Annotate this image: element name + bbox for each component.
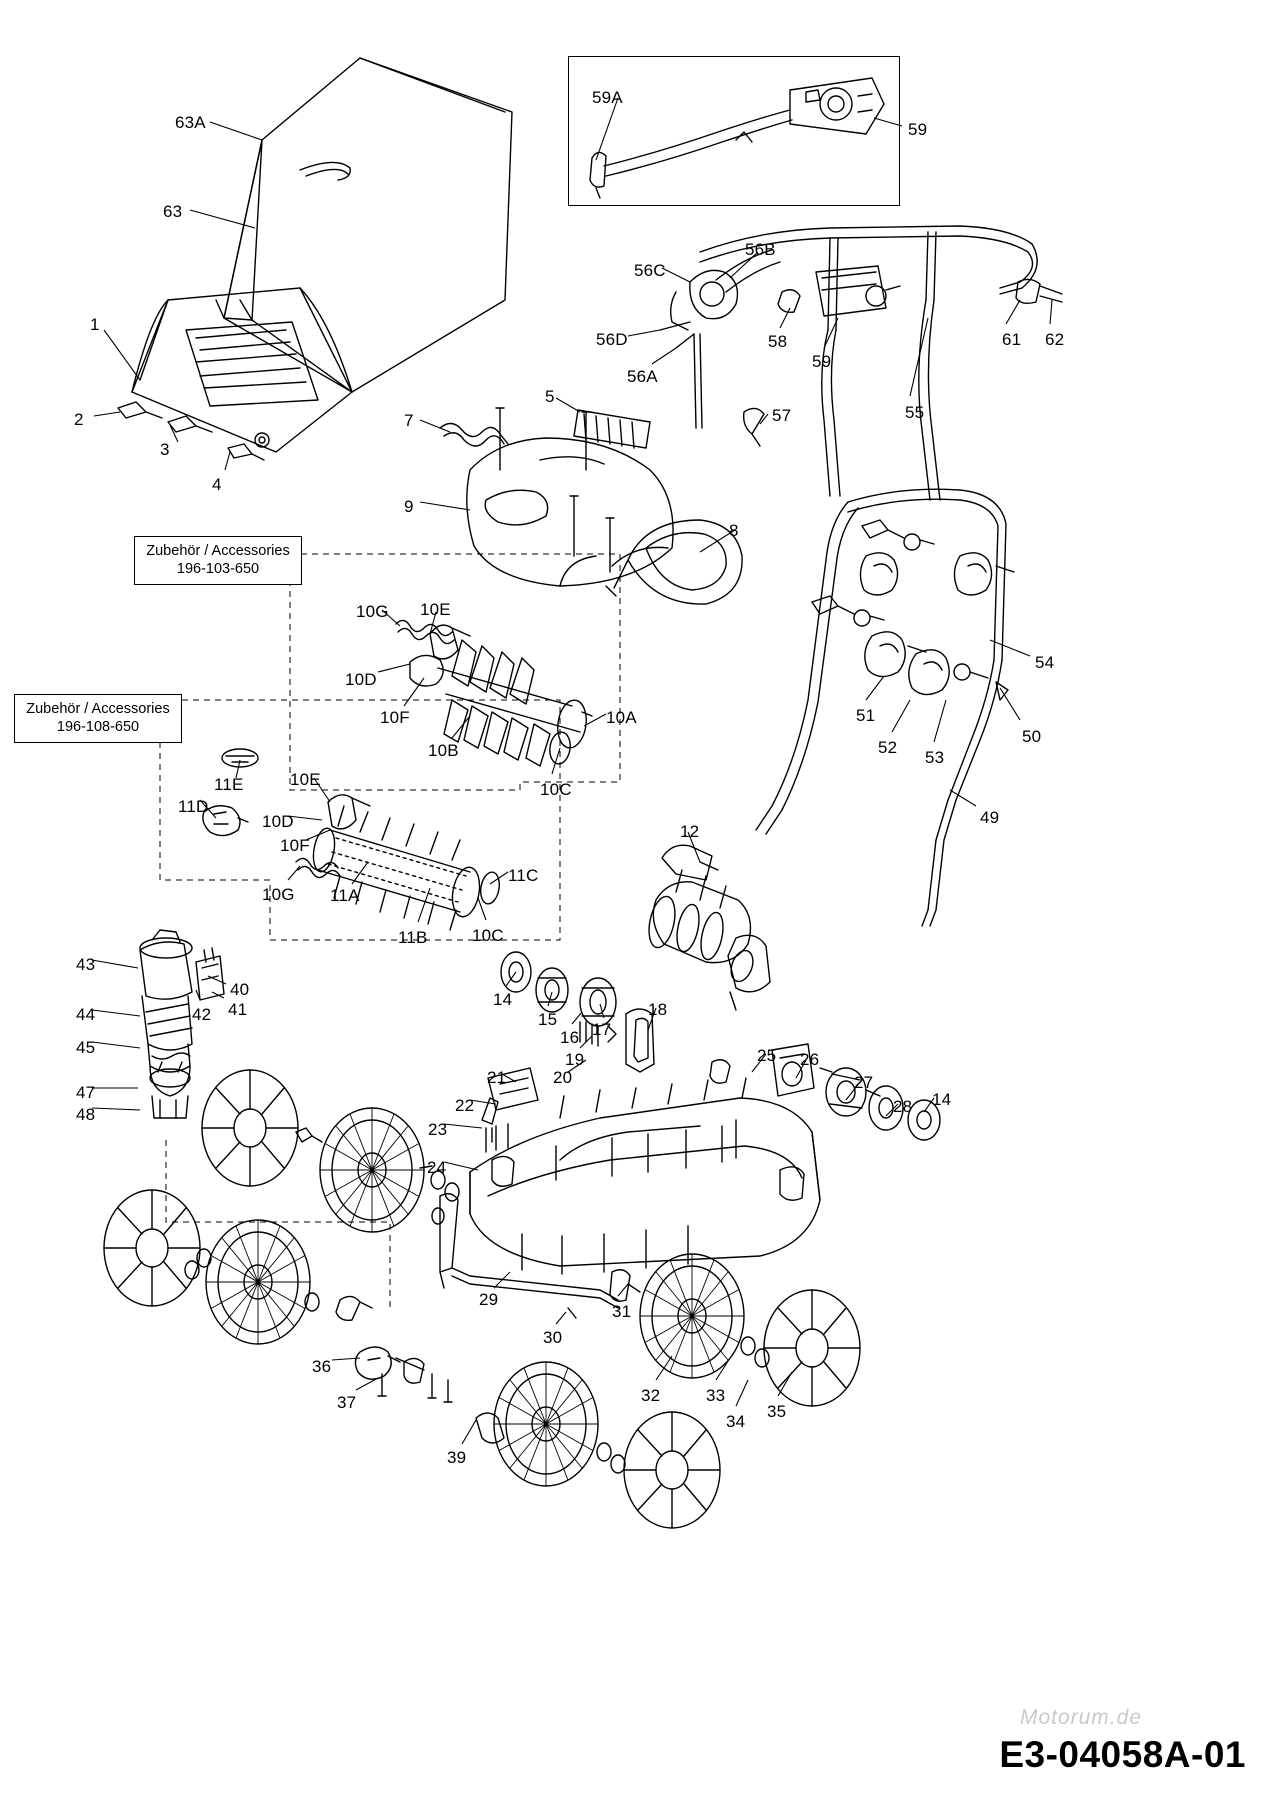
callout-56D: 56D — [596, 330, 628, 349]
callout-21: 21 — [487, 1068, 507, 1087]
drive-gearbox-12 — [645, 845, 770, 1010]
callout-51: 51 — [856, 706, 876, 725]
right-drive-25-28 — [710, 1044, 940, 1140]
leader-line — [556, 1312, 566, 1324]
callout-15: 15 — [538, 1010, 558, 1029]
leader-line — [736, 1380, 748, 1406]
blade-roller-assembly-10 — [396, 620, 592, 766]
leader-line — [824, 318, 838, 348]
accessory-box-line1: Zubehör / Accessories — [26, 701, 170, 717]
callout-57: 57 — [772, 406, 792, 425]
callout-28: 28 — [893, 1097, 913, 1116]
callout-11B: 11B — [398, 928, 428, 947]
callout-39: 39 — [447, 1448, 467, 1467]
callout-45: 45 — [76, 1038, 96, 1057]
callout-11E: 11E — [214, 775, 244, 794]
leader-line — [352, 862, 368, 884]
callout-34: 34 — [726, 1412, 746, 1431]
leader-line — [92, 1108, 140, 1110]
callout-41: 41 — [228, 1000, 248, 1019]
leader-line — [478, 898, 486, 920]
leader-line — [104, 330, 140, 380]
leader-line — [444, 1124, 482, 1128]
callout-18: 18 — [648, 1000, 668, 1019]
leader-line — [548, 992, 552, 1006]
leader-line — [418, 888, 430, 922]
leader-line — [910, 318, 928, 396]
leader-line — [196, 990, 200, 1000]
callout-4: 4 — [212, 475, 222, 494]
leader-line — [662, 268, 690, 282]
callout-11A: 11A — [330, 886, 360, 905]
callout-14b: 14 — [932, 1090, 952, 1109]
accessory-box-line2: 196-108-650 — [56, 719, 140, 736]
leader-line — [618, 1284, 628, 1296]
callout-56B: 56B — [745, 240, 776, 259]
axle-and-height-adjust — [336, 1194, 640, 1443]
bag-top-cover — [132, 288, 352, 452]
callout-22: 22 — [455, 1096, 475, 1115]
callout-10F2: 10F — [280, 836, 310, 855]
leader-line — [780, 308, 790, 328]
leader-line — [225, 452, 230, 470]
hood-assembly — [440, 408, 764, 604]
callout-5: 5 — [545, 387, 555, 406]
callout-52: 52 — [878, 738, 898, 757]
callout-59: 59 — [812, 352, 832, 371]
callout-49: 49 — [980, 808, 1000, 827]
callout-59top: 59 — [908, 120, 928, 139]
callout-43: 43 — [76, 955, 96, 974]
accessory-box-line1: Zubehör / Accessories — [146, 543, 290, 559]
leader-line — [760, 414, 768, 424]
leader-line — [1006, 300, 1020, 324]
leader-line — [94, 412, 120, 416]
leader-line — [556, 398, 580, 412]
callout-35: 35 — [767, 1402, 787, 1421]
callout-17: 17 — [592, 1020, 612, 1039]
callout-10C: 10C — [540, 780, 572, 799]
accessory-box-196-108-650 — [14, 694, 182, 743]
leader-line — [1050, 300, 1052, 324]
callout-24: 24 — [427, 1158, 447, 1177]
leader-line — [600, 1004, 604, 1018]
leader-line — [420, 420, 450, 432]
leader-line — [572, 1012, 582, 1024]
callout-25: 25 — [757, 1046, 777, 1065]
callout-20: 20 — [553, 1068, 573, 1087]
callout-2: 2 — [74, 410, 84, 429]
callout-10E: 10E — [420, 600, 451, 619]
leader-line — [1000, 688, 1020, 720]
callout-10G2: 10G — [262, 885, 295, 904]
upper-handlebar-55 — [700, 226, 1065, 500]
leader-line — [656, 1356, 672, 1380]
callout-40: 40 — [230, 980, 250, 999]
leader-line — [378, 664, 410, 672]
leader-line — [404, 678, 424, 706]
callout-59A: 59A — [592, 88, 623, 107]
leader-line — [92, 1010, 140, 1016]
leader-line — [494, 1272, 510, 1288]
callout-44: 44 — [76, 1005, 96, 1024]
callout-10B: 10B — [428, 741, 459, 760]
callout-29: 29 — [479, 1290, 499, 1309]
leader-line — [866, 676, 884, 700]
callout-42: 42 — [192, 1005, 212, 1024]
leader-line — [444, 1162, 478, 1170]
callout-27: 27 — [854, 1073, 874, 1092]
callout-1: 1 — [90, 315, 100, 334]
leader-line — [652, 348, 676, 364]
callout-14: 14 — [493, 990, 513, 1009]
leader-line — [716, 1358, 730, 1380]
leader-line — [778, 1372, 792, 1396]
callout-10C2: 10C — [472, 926, 504, 945]
grass-bag — [216, 58, 512, 392]
leader-line — [462, 1420, 476, 1444]
leader-line — [212, 992, 224, 998]
callout-36: 36 — [312, 1357, 332, 1376]
leader-line — [356, 1378, 378, 1390]
callout-8: 8 — [729, 521, 739, 540]
callout-10F: 10F — [380, 708, 410, 727]
callout-10D2: 10D — [262, 812, 294, 831]
callout-61: 61 — [1002, 330, 1022, 349]
fastener-group-2-3-4 — [118, 402, 264, 460]
callout-47: 47 — [76, 1083, 96, 1102]
leader-line — [92, 960, 138, 968]
callout-37: 37 — [337, 1393, 357, 1412]
callout-54: 54 — [1035, 653, 1055, 672]
callout-19: 19 — [565, 1050, 585, 1069]
callout-58: 58 — [768, 332, 788, 351]
leader-line — [210, 122, 262, 140]
callout-7: 7 — [404, 411, 414, 430]
leader-line — [170, 425, 178, 442]
callout-62: 62 — [1045, 330, 1065, 349]
callout-53: 53 — [925, 748, 945, 767]
callout-9: 9 — [404, 497, 414, 516]
callout-63A: 63A — [175, 113, 206, 132]
leader-line — [552, 748, 560, 774]
leader-line — [934, 700, 946, 742]
callout-12: 12 — [680, 822, 700, 841]
callout-11C: 11C — [508, 866, 539, 885]
callout-48: 48 — [76, 1105, 96, 1124]
leader-line — [190, 210, 255, 228]
leader-line — [628, 330, 660, 336]
leader-line — [490, 872, 508, 884]
leader-line — [584, 714, 606, 726]
accessory-box-line2: 196-103-650 — [176, 561, 260, 578]
callout-3: 3 — [160, 440, 170, 459]
callout-26: 26 — [800, 1050, 820, 1069]
callout-11D: 11D — [178, 797, 209, 816]
callout-63: 63 — [163, 202, 183, 221]
callout-30: 30 — [543, 1328, 563, 1347]
callout-55: 55 — [905, 403, 925, 422]
leader-line — [950, 790, 976, 806]
leader-line — [990, 640, 1030, 656]
handle-hardware-50-53 — [812, 520, 1014, 700]
document-code: E3-04058A-01 — [999, 1734, 1246, 1775]
callout-10G: 10G — [356, 602, 389, 621]
leader-line — [420, 502, 470, 510]
lower-handle-frame-54 — [756, 489, 1006, 926]
leader-line — [892, 700, 910, 732]
leader-line — [580, 1036, 592, 1048]
leader-line — [506, 972, 516, 986]
inset-panel-59a — [568, 56, 900, 206]
leader-line — [288, 866, 300, 880]
callout-10D: 10D — [345, 670, 377, 689]
callout-56C: 56C — [634, 261, 666, 280]
accessory-box-196-103-650 — [134, 536, 302, 585]
leader-line — [332, 1358, 360, 1360]
leader-line — [92, 1042, 140, 1048]
leader-line — [208, 976, 226, 984]
callout-33: 33 — [706, 1386, 726, 1405]
leader-line — [452, 716, 470, 738]
callout-31: 31 — [612, 1302, 632, 1321]
callout-10A: 10A — [606, 708, 637, 727]
motor-assembly — [140, 930, 224, 1118]
callout-10E2: 10E — [290, 770, 321, 789]
callout-50: 50 — [1022, 727, 1042, 746]
callout-16: 16 — [560, 1028, 580, 1047]
callout-56A: 56A — [627, 367, 658, 386]
callout-32: 32 — [641, 1386, 661, 1405]
watermark-text: Motorum.de — [1019, 1706, 1142, 1729]
callout-23: 23 — [428, 1120, 448, 1139]
chassis-base — [470, 1068, 820, 1274]
